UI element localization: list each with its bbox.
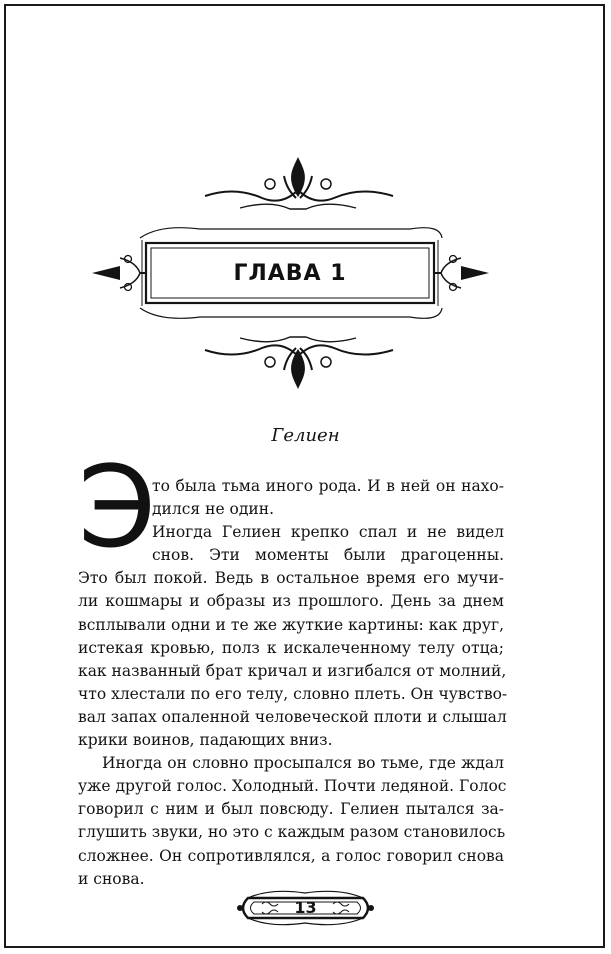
text-line: дился не один. bbox=[152, 500, 275, 519]
section-character-name: Гелиен bbox=[271, 425, 340, 446]
text-line: снов. Эти моменты были драгоценны. bbox=[152, 546, 504, 565]
text-line: глушить звуки, но это с каждым разом становилось bbox=[78, 823, 506, 842]
text-line: говорил с ним и был повсюду. Гелиен пытался за- bbox=[78, 800, 504, 819]
chapter-title: ГЛАВА 1 bbox=[233, 260, 347, 286]
text-line: уже другой голос. Холодный. Почти ледяной. Голос bbox=[78, 777, 507, 796]
text-line: всплывали одни и те же жуткие картины: как друг, bbox=[78, 615, 504, 634]
text-line: как названный брат кричал и изгибался от молний, bbox=[78, 661, 507, 680]
text-line: Это был покой. Ведь в остальное время его мучи- bbox=[78, 569, 504, 588]
text-line: сложнее. Он сопротивлялся, а голос говорил снова bbox=[78, 846, 504, 865]
text-line: и снова. bbox=[78, 869, 145, 888]
text-line: то была тьма иного рода. И в ней он нахо- bbox=[152, 477, 504, 495]
drop-cap: Э bbox=[78, 443, 157, 573]
text-line: ли кошмары и образы из прошлого. День за днем bbox=[78, 592, 504, 611]
text-line: что хлестали по его телу, словно плеть. Он чувство- bbox=[78, 684, 508, 703]
text-line: крики воинов, падающих вниз. bbox=[78, 731, 333, 750]
text-line: Иногда Гелиен крепко спал и не видел bbox=[152, 523, 504, 542]
text-line: истекая кровью, полз к искалеченному телу отца; bbox=[78, 638, 504, 657]
text-line: Иногда он словно просыпался во тьме, где ждал bbox=[102, 754, 504, 773]
page-number: 13 bbox=[294, 898, 317, 917]
text-line: вал запах опаленной человеческой плоти и слышал bbox=[78, 707, 507, 726]
